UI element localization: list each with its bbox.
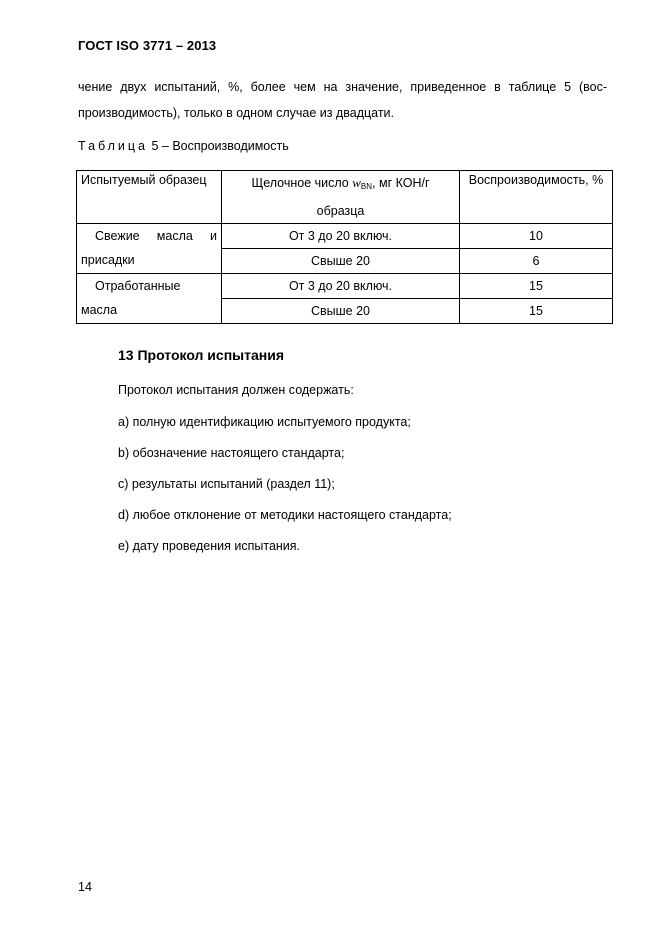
value-cell: 6	[460, 249, 613, 274]
table-caption	[78, 139, 289, 153]
range-cell: От 3 до 20 включ.	[222, 274, 460, 299]
table-row	[77, 274, 613, 299]
range-cell: Свыше 20	[222, 299, 460, 324]
range-cell: Свыше 20	[222, 249, 460, 274]
intro-line-1: чение двух испытаний, %, более чем на значение, приведенное в таблице 5 (вос-	[78, 80, 607, 94]
list-item: а) полную идентификацию испытуемого продукта;	[118, 415, 411, 429]
header-sample: Испытуемый образец	[77, 171, 222, 224]
reproducibility-table	[76, 170, 613, 324]
range-cell: От 3 до 20 включ.	[222, 224, 460, 249]
table-caption-word: Таблица	[78, 139, 149, 153]
list-item: c) результаты испытаний (раздел 11);	[118, 477, 335, 491]
list-item: e) дату проведения испытания.	[118, 539, 301, 553]
list-item: d) любое отклонение от методики настоящего стандарта;	[118, 508, 452, 522]
list-item: b) обозначение настоящего стандарта;	[118, 446, 345, 460]
header-reproducibility: Воспроизводимость, %	[460, 171, 613, 224]
intro-paragraph	[78, 74, 607, 126]
table-row	[77, 224, 613, 249]
group-used-oils: Отработанные масла	[77, 274, 222, 324]
group-fresh-oils: Свежие масла и присадки	[77, 224, 222, 274]
table-header-row	[77, 171, 613, 224]
section-title: 13 Протокол испытания	[118, 347, 284, 363]
header-alkaline-number: Щелочное число $w_{BN}$, мг КОН/г образца	[222, 171, 460, 224]
value-cell: 15	[460, 274, 613, 299]
value-cell: 15	[460, 299, 613, 324]
intro-line-2: производимость), только в одном случае из двадцати.	[78, 106, 395, 120]
document-header: ГОСТ ISO 3771 – 2013	[78, 38, 217, 53]
value-cell: 10	[460, 224, 613, 249]
section-lead: Протокол испытания должен содержать:	[118, 383, 354, 397]
page-number: 14	[78, 880, 92, 894]
table-caption-text: 5 – Воспроизводимость	[148, 139, 289, 153]
